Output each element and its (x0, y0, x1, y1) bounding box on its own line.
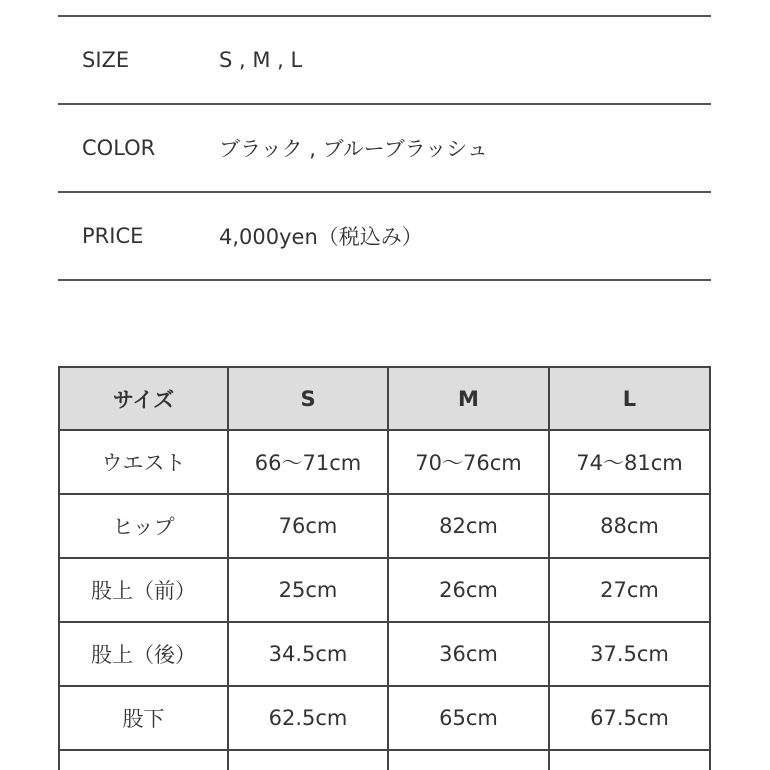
spec-list (58, 15, 711, 281)
cell-l: 74〜81cm (549, 430, 710, 494)
table-header-row (59, 367, 710, 430)
cell-s: 34.5cm (228, 622, 388, 686)
cell-l: 27cm (549, 558, 710, 622)
cell-l (549, 750, 710, 770)
table-row (59, 430, 710, 494)
spec-row-price (58, 193, 711, 281)
spec-label: COLOR (82, 136, 156, 160)
row-label: 股下 (59, 686, 228, 750)
table-row (59, 622, 710, 686)
table-row (59, 494, 710, 558)
row-label (59, 750, 228, 770)
cell-m: 82cm (388, 494, 549, 558)
header-size-label: サイズ (59, 367, 228, 430)
cell-s: 66〜71cm (228, 430, 388, 494)
spec-row-color (58, 105, 711, 193)
header-size-l: L (549, 367, 710, 430)
table-row (59, 750, 710, 770)
cell-s: 76cm (228, 494, 388, 558)
cell-l: 67.5cm (549, 686, 710, 750)
row-label: ヒップ (59, 494, 228, 558)
size-chart-table (58, 366, 711, 770)
cell-m: 26cm (388, 558, 549, 622)
cell-s: 25cm (228, 558, 388, 622)
spec-value: ブラック , ブルーブラッシュ (219, 137, 488, 161)
cell-l: 88cm (549, 494, 710, 558)
cell-m: 36cm (388, 622, 549, 686)
cell-m: 65cm (388, 686, 549, 750)
spec-value: 4,000yen（税込み） (219, 225, 423, 249)
row-label: ウエスト (59, 430, 228, 494)
spec-value: S , M , L (219, 48, 303, 72)
row-label: 股上（後） (59, 622, 228, 686)
cell-m (388, 750, 549, 770)
row-label: 股上（前） (59, 558, 228, 622)
spec-label: PRICE (82, 224, 144, 248)
header-size-s: S (228, 367, 388, 430)
header-size-m: M (388, 367, 549, 430)
cell-s: 62.5cm (228, 686, 388, 750)
table-row (59, 558, 710, 622)
cell-l: 37.5cm (549, 622, 710, 686)
cell-m: 70〜76cm (388, 430, 549, 494)
spec-row-size (58, 17, 711, 105)
spec-label: SIZE (82, 48, 130, 72)
table-row (59, 686, 710, 750)
cell-s (228, 750, 388, 770)
